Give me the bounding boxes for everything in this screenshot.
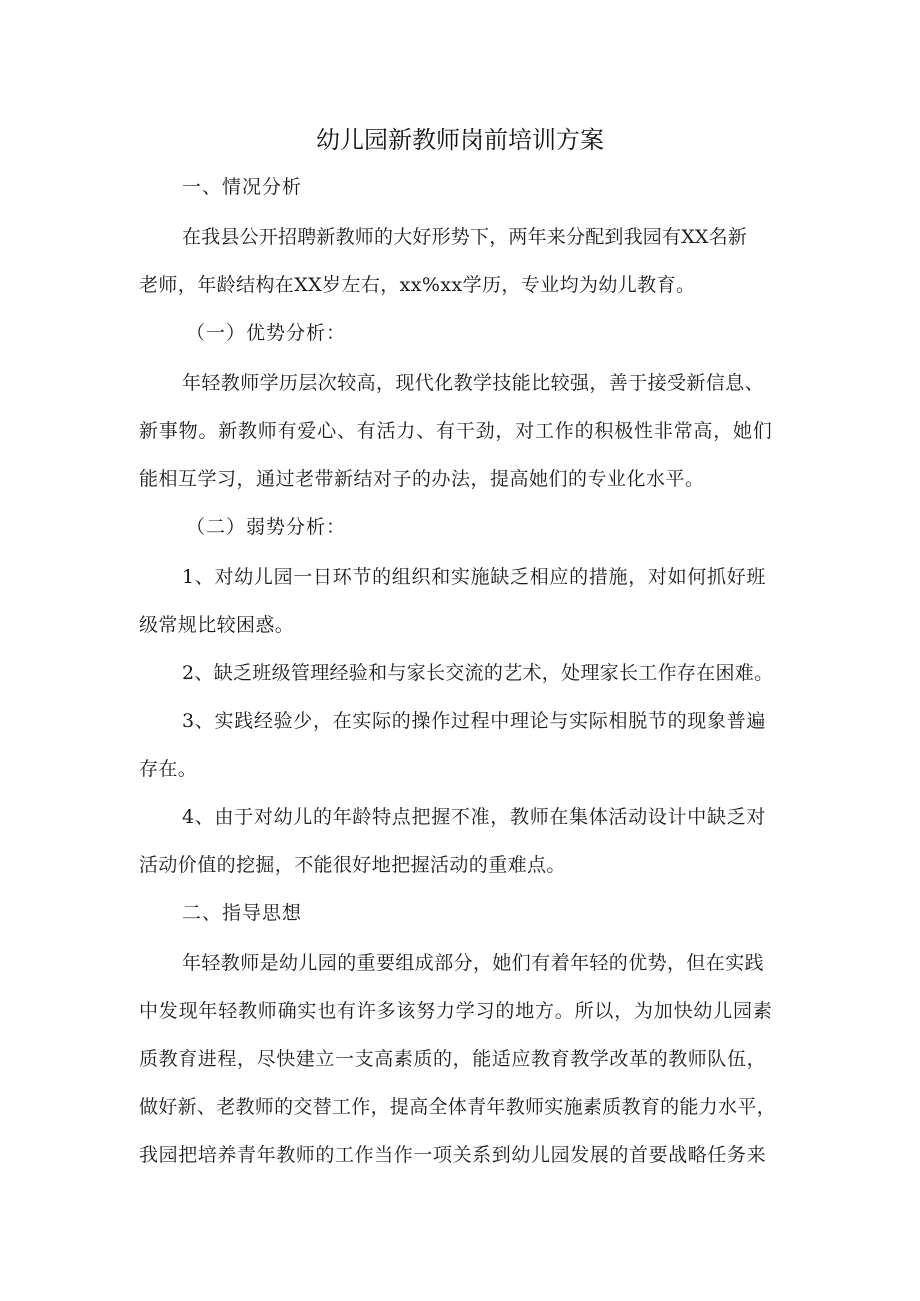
paragraph-line: 活动价值的挖掘，不能很好地把握活动的重难点。 [139,854,566,876]
paragraph-line: 4、由于对幼儿的年龄特点把握不准，教师在集体活动设计中缺乏对 [182,806,767,828]
paragraph-line: 存在。 [139,758,198,780]
paragraph-line: 3、实践经验少，在实际的操作过程中理论与实际相脱节的现象普遍 [182,710,767,732]
paragraph-line: 2、缺乏班级管理经验和与家长交流的艺术，处理家长工作存在困难。 [182,662,774,684]
paragraph-line: 1、对幼儿园一日环节的组织和实施缺乏相应的措施，对如何抓好班 [182,566,767,588]
paragraph-line: 年轻教师是幼儿园的重要组成部分，她们有着年轻的优势，但在实践 [182,952,765,974]
paragraph-line: 做好新、老教师的交替工作，提高全体青年教师实施素质教育的能力水平， [139,1096,776,1118]
paragraph-line: 我园把培养青年教师的工作当作一项关系到幼儿园发展的首要战略任务来 [139,1144,767,1166]
paragraph-line: 新事物。新教师有爱心、有活力、有干劲，对工作的积极性非常高，她们 [139,420,773,442]
paragraph-line: 质教育进程，尽快建立一支高素质的，能适应教育教学改革的教师队伍， [139,1048,767,1070]
document-title: 幼儿园新教师岗前培训方案 [316,126,604,154]
subheading-weakness: （二）弱势分析： [186,516,347,538]
section-heading-guiding-ideology: 二、指导思想 [182,902,303,924]
section-heading-situation: 一、情况分析 [182,176,303,198]
paragraph-line: 在我县公开招聘新教师的大好形势下，两年来分配到我园有XX名新 [182,226,748,248]
paragraph-line: 能相互学习，通过老带新结对子的办法，提高她们的专业化水平。 [139,468,705,490]
paragraph-line: 级常规比较困惑。 [139,614,295,636]
paragraph-line: 年轻教师学历层次较高，现代化教学技能比较强，善于接受新信息、 [182,372,765,394]
subheading-advantage: （一）优势分析： [186,322,347,344]
paragraph-line: 老师，年龄结构在XX岁左右，xx%xx学历，专业均为幼儿教育。 [139,274,696,296]
paragraph-line: 中发现年轻教师确实也有许多该努力学习的地方。所以，为加快幼儿园素 [139,1000,773,1022]
